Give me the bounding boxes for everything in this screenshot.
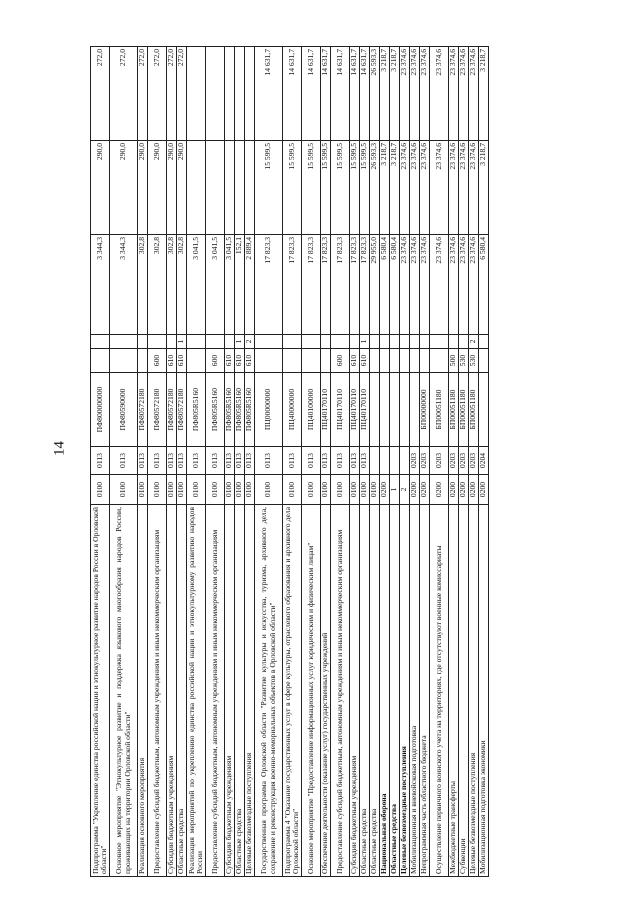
section-code: 1 [390, 475, 400, 505]
row-name: Субсидии бюджетным учреждениям [225, 505, 235, 877]
table-row [420, 47, 430, 877]
section-code: 0200 [469, 475, 479, 505]
row-name: Мобилизационная подготовка экономики [479, 505, 489, 877]
amount-year-2: 290,0 [177, 141, 187, 235]
row-name: Основное мероприятие "Этнокультурное развитие и поддержка языкового многообразия народов России, проживающих на территории Орловской области" [110, 505, 138, 877]
amount-year-2: 290,0 [138, 141, 148, 235]
amount-year-3: 14 631,7 [321, 47, 331, 141]
amount-year-1: 6 580,4 [479, 235, 489, 335]
target-article-code: ПЦ00000000 [255, 373, 283, 447]
amount-year-2: 23 374,6 [420, 141, 430, 235]
table-row [380, 47, 390, 877]
target-article-code: БП00051180 [449, 373, 459, 447]
subsection-code [380, 447, 390, 475]
section-code: 0100 [167, 475, 177, 505]
subsection-code: 0203 [469, 447, 479, 475]
expense-type-code: 500 [449, 349, 459, 373]
funding-source [420, 335, 430, 349]
funding-source: 2 [245, 335, 255, 349]
amount-year-1: 23 374,6 [469, 235, 479, 335]
table-row [331, 47, 350, 877]
expense-type-code [110, 349, 138, 373]
row-name: Обеспечение деятельности (оказание услуг) государственных учреждений [321, 505, 331, 877]
funding-source [380, 335, 390, 349]
funding-source [187, 335, 206, 349]
expense-type-code: 610 [350, 349, 360, 373]
row-name: Областные средства [235, 505, 245, 877]
target-article-code: ПЦ40170110 [331, 373, 350, 447]
section-code: 0100 [360, 475, 370, 505]
row-name: Осуществление первичного воинского учета на территориях, где отсутствуют военные комиссариаты [430, 505, 449, 877]
amount-year-2: 3 218,7 [390, 141, 400, 235]
section-code: 0100 [283, 475, 302, 505]
row-name: Областные средства [370, 505, 380, 877]
expense-type-code [91, 349, 110, 373]
amount-year-2: 290,0 [110, 141, 138, 235]
funding-source [331, 335, 350, 349]
amount-year-3: 272,0 [110, 47, 138, 141]
target-article-code: БП00051180 [459, 373, 469, 447]
amount-year-1: 302,8 [138, 235, 148, 335]
funding-source [148, 335, 167, 349]
funding-source [138, 335, 148, 349]
funding-source: 2 [469, 335, 479, 349]
expense-type-code: 610 [167, 349, 177, 373]
expense-type-code [410, 349, 420, 373]
subsection-code [390, 447, 400, 475]
amount-year-1: 23 374,6 [430, 235, 449, 335]
table-row [350, 47, 360, 877]
target-article-code: ПФ800000000 [91, 373, 110, 447]
amount-year-1: 29 955,0 [370, 235, 380, 335]
subsection-code: 0113 [321, 447, 331, 475]
subsection-code [400, 447, 410, 475]
table-row [449, 47, 459, 877]
target-article-code: ПФ805R5160 [225, 373, 235, 447]
target-article-code [479, 373, 489, 447]
section-code: 0100 [225, 475, 235, 505]
funding-source [110, 335, 138, 349]
expense-type-code [255, 349, 283, 373]
amount-year-1: 3 344,3 [91, 235, 110, 335]
expense-type-code [430, 349, 449, 373]
amount-year-1: 17 823,3 [350, 235, 360, 335]
amount-year-2 [235, 141, 245, 235]
funding-source [225, 335, 235, 349]
funding-source [370, 335, 380, 349]
subsection-code: 0113 [255, 447, 283, 475]
row-name: Межбюджетные трансферты [449, 505, 459, 877]
expense-type-code [479, 349, 489, 373]
amount-year-1: 302,8 [177, 235, 187, 335]
section-code: 0100 [350, 475, 360, 505]
table-row [360, 47, 370, 877]
funding-source: 1 [235, 335, 245, 349]
table-row [245, 47, 255, 877]
row-name: Целевые безвозмездные поступления [245, 505, 255, 877]
section-code: 0200 [449, 475, 459, 505]
amount-year-2: 23 374,6 [430, 141, 449, 235]
funding-source [390, 335, 400, 349]
subsection-code: 0203 [430, 447, 449, 475]
amount-year-1: 3 041,5 [225, 235, 235, 335]
target-article-code: ПФ80572180 [167, 373, 177, 447]
expense-type-code: 600 [148, 349, 167, 373]
section-code: 0200 [430, 475, 449, 505]
section-code: 0100 [245, 475, 255, 505]
section-code: 0100 [177, 475, 187, 505]
target-article-code: ПЦ40170110 [321, 373, 331, 447]
row-name: Предоставление субсидий бюджетным, автономным учреждениям и иным некоммерческим организациям [148, 505, 167, 877]
rotated-page [90, 47, 489, 877]
amount-year-2: 23 374,6 [410, 141, 420, 235]
amount-year-1: 17 823,3 [283, 235, 302, 335]
amount-year-3: 23 374,6 [449, 47, 459, 141]
amount-year-3 [245, 47, 255, 141]
row-name: Подпрограмма "Укрепление единства российской нации и этнокультурное развитие народов России в Орловской области" [91, 505, 110, 877]
expense-type-code [390, 349, 400, 373]
amount-year-1: 6 580,4 [390, 235, 400, 335]
amount-year-1: 17 823,3 [331, 235, 350, 335]
funding-source [350, 335, 360, 349]
target-article-code: ПФ805R5160 [187, 373, 206, 447]
target-article-code: ПФ805R5160 [245, 373, 255, 447]
section-code: 2 [400, 475, 410, 505]
page-number: 14 [51, 441, 68, 456]
amount-year-1: 23 374,6 [459, 235, 469, 335]
funding-source [449, 335, 459, 349]
row-name: Предоставление субсидий бюджетным, автономным учреждениям и иным некоммерческим организациям [206, 505, 225, 877]
subsection-code: 0203 [410, 447, 420, 475]
funding-source: 1 [177, 335, 187, 349]
row-name: Субсидии бюджетным учреждениям [350, 505, 360, 877]
row-name: Государственная программа Орловской области "Развитие культуры и искусства, туризма, архивного дела, сохранение и реконструкция военно-мемориальных объектов в Орловской области" [255, 505, 283, 877]
expense-type-code [420, 349, 430, 373]
amount-year-3: 23 374,6 [420, 47, 430, 141]
target-article-code: БП00051180 [469, 373, 479, 447]
amount-year-1: 6 580,4 [380, 235, 390, 335]
subsection-code: 0203 [420, 447, 430, 475]
amount-year-1: 23 374,6 [410, 235, 420, 335]
section-code: 0100 [331, 475, 350, 505]
table-row [321, 47, 331, 877]
amount-year-1: 302,8 [167, 235, 177, 335]
amount-year-3 [187, 47, 206, 141]
subsection-code: 0113 [283, 447, 302, 475]
amount-year-1: 17 823,3 [360, 235, 370, 335]
amount-year-2: 23 374,6 [459, 141, 469, 235]
amount-year-2 [187, 141, 206, 235]
table-row [302, 47, 321, 877]
section-code: 0100 [91, 475, 110, 505]
target-article-code: ПЦ40170110 [350, 373, 360, 447]
amount-year-2: 290,0 [167, 141, 177, 235]
amount-year-3: 14 631,7 [331, 47, 350, 141]
expense-type-code: 600 [331, 349, 350, 373]
subsection-code [370, 447, 380, 475]
amount-year-1: 2 889,4 [245, 235, 255, 335]
section-code: 0100 [138, 475, 148, 505]
amount-year-2: 23 374,6 [400, 141, 410, 235]
funding-source [302, 335, 321, 349]
row-name: Реализация основного мероприятия [138, 505, 148, 877]
section-code: 0100 [206, 475, 225, 505]
table-row [187, 47, 206, 877]
subsection-code: 0203 [459, 447, 469, 475]
amount-year-2: 15 599,5 [321, 141, 331, 235]
subsection-code: 0113 [138, 447, 148, 475]
subsection-code: 0113 [331, 447, 350, 475]
section-code: 0200 [420, 475, 430, 505]
target-article-code: БП00000000 [420, 373, 430, 447]
table-row [206, 47, 225, 877]
amount-year-2: 290,0 [91, 141, 110, 235]
target-article-code: ПФ80572180 [138, 373, 148, 447]
amount-year-2: 15 599,5 [331, 141, 350, 235]
table-row [479, 47, 489, 877]
amount-year-2: 23 374,6 [449, 141, 459, 235]
amount-year-1: 23 374,6 [449, 235, 459, 335]
amount-year-1: 17 823,3 [255, 235, 283, 335]
expense-type-code: 610 [245, 349, 255, 373]
funding-source [410, 335, 420, 349]
row-name: Субсидии бюджетным учреждениям [167, 505, 177, 877]
target-article-code [400, 373, 410, 447]
amount-year-1: 3 041,5 [206, 235, 225, 335]
funding-source [206, 335, 225, 349]
table-row [177, 47, 187, 877]
expense-type-code [302, 349, 321, 373]
amount-year-3 [235, 47, 245, 141]
amount-year-1: 17 823,3 [321, 235, 331, 335]
amount-year-3: 272,0 [148, 47, 167, 141]
amount-year-3: 23 374,6 [430, 47, 449, 141]
amount-year-2 [206, 141, 225, 235]
subsection-code: 0113 [177, 447, 187, 475]
amount-year-3 [225, 47, 235, 141]
expense-type-code [370, 349, 380, 373]
section-code: 0200 [479, 475, 489, 505]
subsection-code: 0113 [350, 447, 360, 475]
amount-year-3: 272,0 [138, 47, 148, 141]
amount-year-3: 14 631,7 [360, 47, 370, 141]
row-name: Реализация мероприятий по укреплению единства российской нации и этнокультурному развитию народов России [187, 505, 206, 877]
section-code: 0200 [459, 475, 469, 505]
target-article-code [410, 373, 420, 447]
amount-year-3: 14 631,7 [350, 47, 360, 141]
table-row [138, 47, 148, 877]
row-name: Предоставление субсидий бюджетным, автономным учреждениям и иным некоммерческим организациям [331, 505, 350, 877]
target-article-code: ПФ805R5160 [235, 373, 245, 447]
funding-source: 1 [360, 335, 370, 349]
amount-year-3: 272,0 [167, 47, 177, 141]
amount-year-1: 3 041,5 [187, 235, 206, 335]
table-row [283, 47, 302, 877]
funding-source [91, 335, 110, 349]
row-name: Подпрограмма 4 "Оказание государственных услуг в сфере культуры, отраслевого образования и архивного дела Орловской области" [283, 505, 302, 877]
subsection-code: 0113 [187, 447, 206, 475]
expense-type-code [321, 349, 331, 373]
amount-year-3: 23 374,6 [410, 47, 420, 141]
amount-year-3: 272,0 [177, 47, 187, 141]
amount-year-3: 3 218,7 [479, 47, 489, 141]
amount-year-3: 14 631,7 [302, 47, 321, 141]
amount-year-2: 3 218,7 [479, 141, 489, 235]
table-row [148, 47, 167, 877]
amount-year-3: 14 631,7 [283, 47, 302, 141]
amount-year-2: 15 599,5 [255, 141, 283, 235]
amount-year-3: 23 374,6 [400, 47, 410, 141]
target-article-code [370, 373, 380, 447]
table-row [255, 47, 283, 877]
section-code: 0200 [410, 475, 420, 505]
expense-type-code: 530 [459, 349, 469, 373]
subsection-code: 0113 [235, 447, 245, 475]
row-name: Областные средства [177, 505, 187, 877]
section-code: 0100 [302, 475, 321, 505]
section-code: 0100 [110, 475, 138, 505]
row-name: Целевые безвозмездные поступления [400, 505, 410, 877]
amount-year-3: 23 374,6 [469, 47, 479, 141]
subsection-code: 0203 [449, 447, 459, 475]
table-row [235, 47, 245, 877]
amount-year-3: 3 218,7 [380, 47, 390, 141]
subsection-code: 0113 [302, 447, 321, 475]
expense-type-code [380, 349, 390, 373]
table-row [390, 47, 400, 877]
amount-year-2: 15 599,5 [302, 141, 321, 235]
row-name: Мобилизационная и вневойсковая подготовка [410, 505, 420, 877]
target-article-code: ПФ80572180 [177, 373, 187, 447]
expense-type-code [283, 349, 302, 373]
table-row [167, 47, 177, 877]
expense-type-code: 530 [469, 349, 479, 373]
target-article-code: ПФ80572180 [148, 373, 167, 447]
row-name: Непрограммная часть областного бюджета [420, 505, 430, 877]
expense-type-code [400, 349, 410, 373]
target-article-code: ПЦ40000000 [283, 373, 302, 447]
amount-year-1: 3 344,3 [110, 235, 138, 335]
table-row [110, 47, 138, 877]
section-code: 0100 [148, 475, 167, 505]
target-article-code: ПФ805R5160 [206, 373, 225, 447]
funding-source [459, 335, 469, 349]
subsection-code: 0113 [245, 447, 255, 475]
funding-source [430, 335, 449, 349]
section-code: 0100 [187, 475, 206, 505]
funding-source [283, 335, 302, 349]
subsection-code: 0113 [148, 447, 167, 475]
section-code: 0100 [321, 475, 331, 505]
subsection-code: 0113 [225, 447, 235, 475]
target-article-code: БП00051180 [430, 373, 449, 447]
amount-year-2: 26 593,3 [370, 141, 380, 235]
expense-type-code: 600 [206, 349, 225, 373]
amount-year-3: 272,0 [91, 47, 110, 141]
subsection-code: 0113 [206, 447, 225, 475]
funding-source [321, 335, 331, 349]
expense-type-code: 610 [177, 349, 187, 373]
target-article-code: ПФ80590000 [110, 373, 138, 447]
amount-year-3: 23 374,6 [459, 47, 469, 141]
table-row [91, 47, 110, 877]
expense-type-code: 610 [225, 349, 235, 373]
expense-type-code: 610 [235, 349, 245, 373]
amount-year-2: 290,0 [148, 141, 167, 235]
row-name: Целевые безвозмездные поступления [469, 505, 479, 877]
section-code: 0100 [370, 475, 380, 505]
amount-year-3 [206, 47, 225, 141]
amount-year-1: 23 374,6 [420, 235, 430, 335]
section-code: 0100 [235, 475, 245, 505]
funding-source [167, 335, 177, 349]
amount-year-3: 3 218,7 [390, 47, 400, 141]
funding-source [479, 335, 489, 349]
row-name: Субвенции [459, 505, 469, 877]
table-row [370, 47, 380, 877]
amount-year-1: 17 823,3 [302, 235, 321, 335]
amount-year-2 [225, 141, 235, 235]
amount-year-1: 152,1 [235, 235, 245, 335]
table-row [430, 47, 449, 877]
amount-year-3: 26 593,3 [370, 47, 380, 141]
table-row [410, 47, 420, 877]
table-body [91, 47, 489, 877]
table-row [459, 47, 469, 877]
section-code: 0100 [255, 475, 283, 505]
table-row [469, 47, 479, 877]
target-article-code [380, 373, 390, 447]
amount-year-2: 3 218,7 [380, 141, 390, 235]
target-article-code [390, 373, 400, 447]
expense-type-code [187, 349, 206, 373]
subsection-code: 0113 [91, 447, 110, 475]
amount-year-1: 23 374,6 [400, 235, 410, 335]
amount-year-1: 302,8 [148, 235, 167, 335]
table-row [225, 47, 235, 877]
amount-year-2: 15 599,5 [360, 141, 370, 235]
amount-year-2 [245, 141, 255, 235]
subsection-code: 0113 [167, 447, 177, 475]
funding-source [400, 335, 410, 349]
subsection-code: 0204 [479, 447, 489, 475]
amount-year-2: 15 599,5 [283, 141, 302, 235]
amount-year-2: 15 599,5 [350, 141, 360, 235]
expense-type-code [138, 349, 148, 373]
row-name: Областные средства [360, 505, 370, 877]
table-row [400, 47, 410, 877]
row-name: Областные средства [390, 505, 400, 877]
target-article-code: ПЦ40170110 [360, 373, 370, 447]
target-article-code: ПЦ40100000 [302, 373, 321, 447]
funding-source [255, 335, 283, 349]
subsection-code: 0113 [360, 447, 370, 475]
budget-table [90, 46, 489, 877]
row-name: Основное мероприятие "Предоставление информационных услуг юридическим и физическим лицам" [302, 505, 321, 877]
subsection-code: 0113 [110, 447, 138, 475]
row-name: Национальная оборона [380, 505, 390, 877]
expense-type-code: 610 [360, 349, 370, 373]
section-code: 0200 [380, 475, 390, 505]
amount-year-2: 23 374,6 [469, 141, 479, 235]
amount-year-3: 14 631,7 [255, 47, 283, 141]
